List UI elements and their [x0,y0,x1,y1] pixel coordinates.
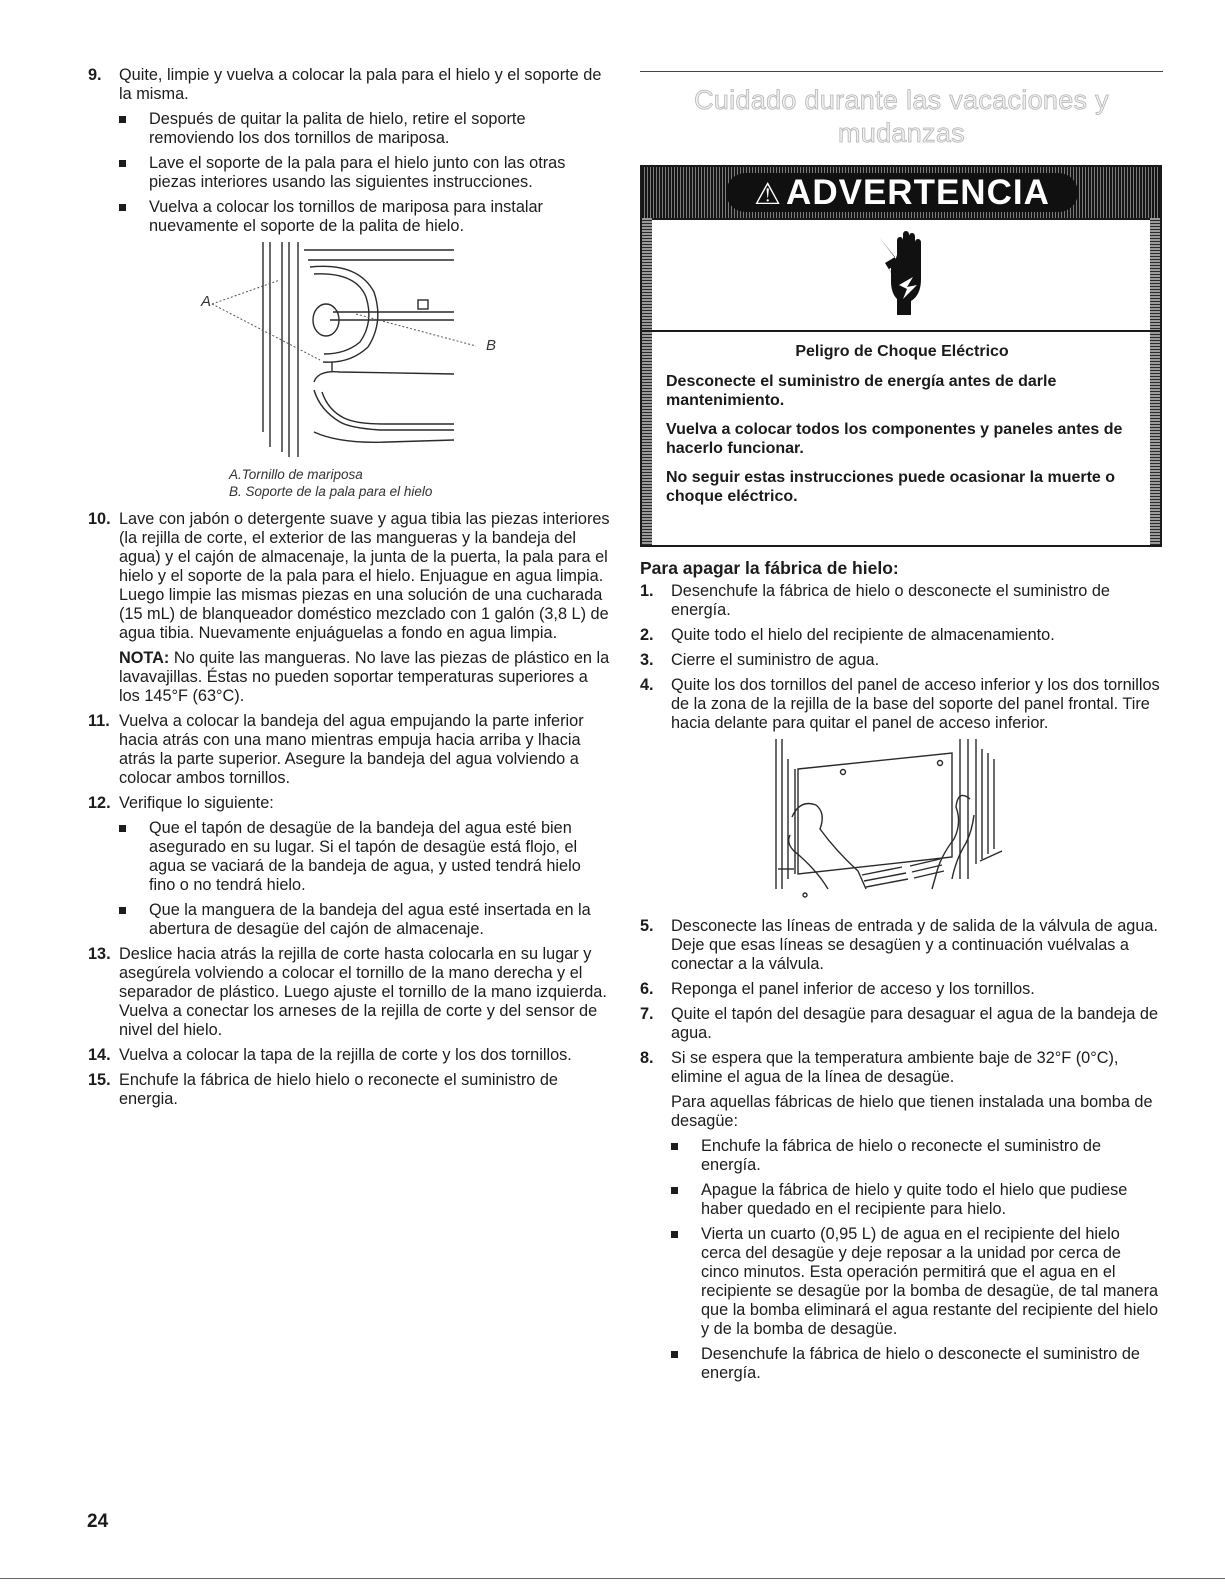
section-rule [640,71,1163,72]
step-text: Deslice hacia atrás la rejilla de corte hasta colocarla en su lugar y asegúrela volviendo a colocar el tornillo de la mano derecha y el separador de plástico. Luego ajuste el tornillo de la mano izquierda. Vuelva a conectar los arneses de la rejilla de corte y del sensor de nivel del hielo. [119,945,607,1039]
bullet-text: Apague la fábrica de hielo y quite todo el hielo que pudiese haber quedado en el recipiente para hielo. [701,1181,1128,1218]
step-number: 4. [640,676,654,694]
bullet-text: Lave el soporte de la pala para el hielo junto con las otras piezas interiores usando las siguientes instrucciones. [149,154,566,191]
procedure-step-1 [640,582,1163,620]
step-14 [88,1046,610,1065]
warning-line: Desconecte el suministro de energía antes de darle mantenimiento. [666,372,1057,409]
bullet-icon [119,116,126,123]
bullet-text: Enchufe la fábrica de hielo o reconecte el suministro de energía. [701,1137,1102,1174]
step-number: 6. [640,980,654,998]
bullet-text: Vuelva a colocar los tornillos de mariposa para instalar nuevamente el soporte de la palita de hielo. [149,198,543,235]
ice-scoop-holder-illustration [88,242,610,500]
warning-banner-text: ADVERTENCIA [786,173,1050,212]
bullet-text: Que la manguera de la bandeja del agua esté insertada en la abertura de desagüe del cajón de almacenaje. [149,901,591,938]
bullet-icon [671,1143,678,1150]
step-number: 11. [88,712,110,730]
warning-banner [726,173,1078,212]
step-text: Vuelva a colocar la tapa de la rejilla de corte y los dos tornillos. [119,1046,572,1064]
bullet-item [671,1181,1163,1219]
step-text: Desconecte las líneas de entrada y de salida de la válvula de agua. Deje que esas líneas se desagüen y a continuación vuélvalas a conectar a la válvula. [671,917,1158,973]
bottom-rule [0,1578,1225,1579]
ice-scoop-holder-figure [88,242,610,500]
bullet-icon [671,1351,678,1358]
step-13 [88,945,610,1040]
step-text: Vuelva a colocar la bandeja del agua empujando la parte inferior hacia atrás con una mano mientras empuja hacia arriba y lhacia atrás la parte superior. Asegure la bandeja del agua volviendo a colocar ambos tornillos. [119,712,584,787]
note-label: NOTA: [119,649,170,667]
bullet-text: Vierta un cuarto (0,95 L) de agua en el recipiente del hielo cerca del desagüe y deje reposar a la unidad por cerca de cinco minutos. Esta operación permitirá que el agua en el recipiente se desagüe por la bomba de desagüe, de tal manera que la bomba eliminará el agua restante del recipiente del hielo y de la bomba de desagüe. [701,1225,1159,1338]
step-text: Lave con jabón o detergente suave y agua tibia las piezas interiores (la rejilla de corte, el exterior de las mangueras y la bandeja del agua) y el cajón de almacenaje, la junta de la puerta, la pala para el hielo y el soporte de la pala para el hielo. Enjuague en agua limpia. Luego limpie las mismas piezas en una solución de una cucharada (15 mL) de blanqueador doméstico mezclado con 1 galón (3,8 L) de agua tibia. Nuevamente enjuáguelas a fondo en agua limpia. [119,510,610,642]
step-text: Enchufe la fábrica de hielo hielo o reconecte el suministro de energia. [119,1071,558,1108]
procedure-step-7 [640,1005,1163,1043]
warning-border [642,218,652,545]
figure-label-a: A [201,293,212,310]
step-number: 9. [88,66,102,84]
step-number: 1. [640,582,654,600]
page-number: 24 [87,1511,109,1532]
bullet-text: Que el tapón de desagüe de la bandeja del agua esté bien asegurado en su lugar. Si el tapón de desagüe está flojo, el agua se vaciará de la bandeja de agua, y usted tendrá hielo fino o no tendrá hielo. [149,819,581,894]
step-15 [88,1071,610,1109]
step-text: Cierre el suministro de agua. [671,651,880,669]
step-text: Si se espera que la temperatura ambiente baje de 32°F (0°C), elimine el agua de la línea de desagüe. [671,1049,1119,1086]
warning-triangle-icon: ⚠ [754,178,783,211]
access-panel-illustration [640,739,1163,909]
bullet-item [119,154,610,192]
procedure-step-4 [640,676,1163,733]
procedure-step-6 [640,980,1163,999]
step-subtext: Para aquellas fábricas de hielo que tienen instalada una bomba de desagüe: [671,1093,1153,1130]
procedure-step-5 [640,917,1163,974]
bullet-text: Después de quitar la palita de hielo, retire el soporte removiendo los dos tornillos de mariposa. [149,110,526,147]
note [119,649,610,706]
step-12 [88,794,610,939]
step-text: Desenchufe la fábrica de hielo o desconecte el suministro de energía. [671,582,1110,619]
step-number: 12. [88,794,111,812]
right-column [640,66,1163,1389]
bullet-icon [119,204,126,211]
figure-caption-a: A.Tornillo de mariposa [229,467,363,482]
procedure-step-2 [640,626,1163,645]
step-10 [88,510,610,706]
step-number: 15. [88,1071,111,1089]
bullet-icon [671,1187,678,1194]
step-number: 5. [640,917,654,935]
warning-divider [642,330,1160,332]
bullet-icon [671,1231,678,1238]
warning-line: No seguir estas instrucciones puede ocasionar la muerte o choque eléctrico. [666,468,1116,505]
step-text: Quite los dos tornillos del panel de acceso inferior y los dos tornillos de la zona de la rejilla de la base del soporte del panel frontal. Tire hacia delante para quitar el panel de acceso inferior. [671,676,1160,732]
bullet-item [119,901,610,939]
step-number: 2. [640,626,654,644]
step-text: Quite todo el hielo del recipiente de almacenamiento. [671,626,1055,644]
bullet-item [119,110,610,148]
step-number: 8. [640,1049,654,1067]
bullet-item [671,1137,1163,1175]
bullet-item [119,198,610,236]
procedure-step-3 [640,651,1163,670]
bullet-icon [119,907,126,914]
access-panel-figure [640,739,1163,909]
procedure-heading: Para apagar la fábrica de hielo: [640,558,899,578]
bullet-item [119,819,610,895]
procedure-step-8 [640,1049,1163,1383]
step-number: 14. [88,1046,111,1064]
step-number: 13. [88,945,111,963]
bullet-text: Desenchufe la fábrica de hielo o desconecte el suministro de energía. [701,1345,1140,1382]
step-number: 3. [640,651,654,669]
bullet-icon [119,160,126,167]
left-column [88,66,610,1115]
warning-line: Vuelva a colocar todos los componentes y paneles antes de hacerlo funcionar. [666,420,1123,457]
step-text: Reponga el panel inferior de acceso y los tornillos. [671,980,1035,998]
step-number: 7. [640,1005,654,1023]
bullet-icon [119,825,126,832]
warning-header [642,167,1160,220]
figure-label-b: B [486,337,497,354]
electrical-shock-hand-icon [865,229,937,323]
step-text: Verifique lo siguiente: [119,794,274,812]
note-text: No quite las mangueras. No lave las piezas de plástico en la lavavajillas. Éstas no pueden soportar temperaturas superiores a los 145°F (63°C). [119,649,610,705]
bullet-item [671,1345,1163,1383]
warning-box [640,165,1162,547]
section-title: Cuidado durante las vacaciones y mudanzas [694,85,1109,148]
step-text: Quite el tapón del desagüe para desaguar el agua de la bandeja de agua. [671,1005,1159,1042]
step-number: 10. [88,510,111,528]
step-text: Quite, limpie y vuelva a colocar la pala para el hielo y el soporte de la misma. [119,66,602,103]
warning-border [1150,218,1160,545]
hazard-title: Peligro de Choque Eléctrico [795,343,1009,360]
step-11 [88,712,610,788]
bullet-item [671,1225,1163,1339]
step-9 [88,66,610,236]
figure-caption-b: B. Soporte de la pala para el hielo [229,484,433,499]
warning-text [666,342,1138,516]
